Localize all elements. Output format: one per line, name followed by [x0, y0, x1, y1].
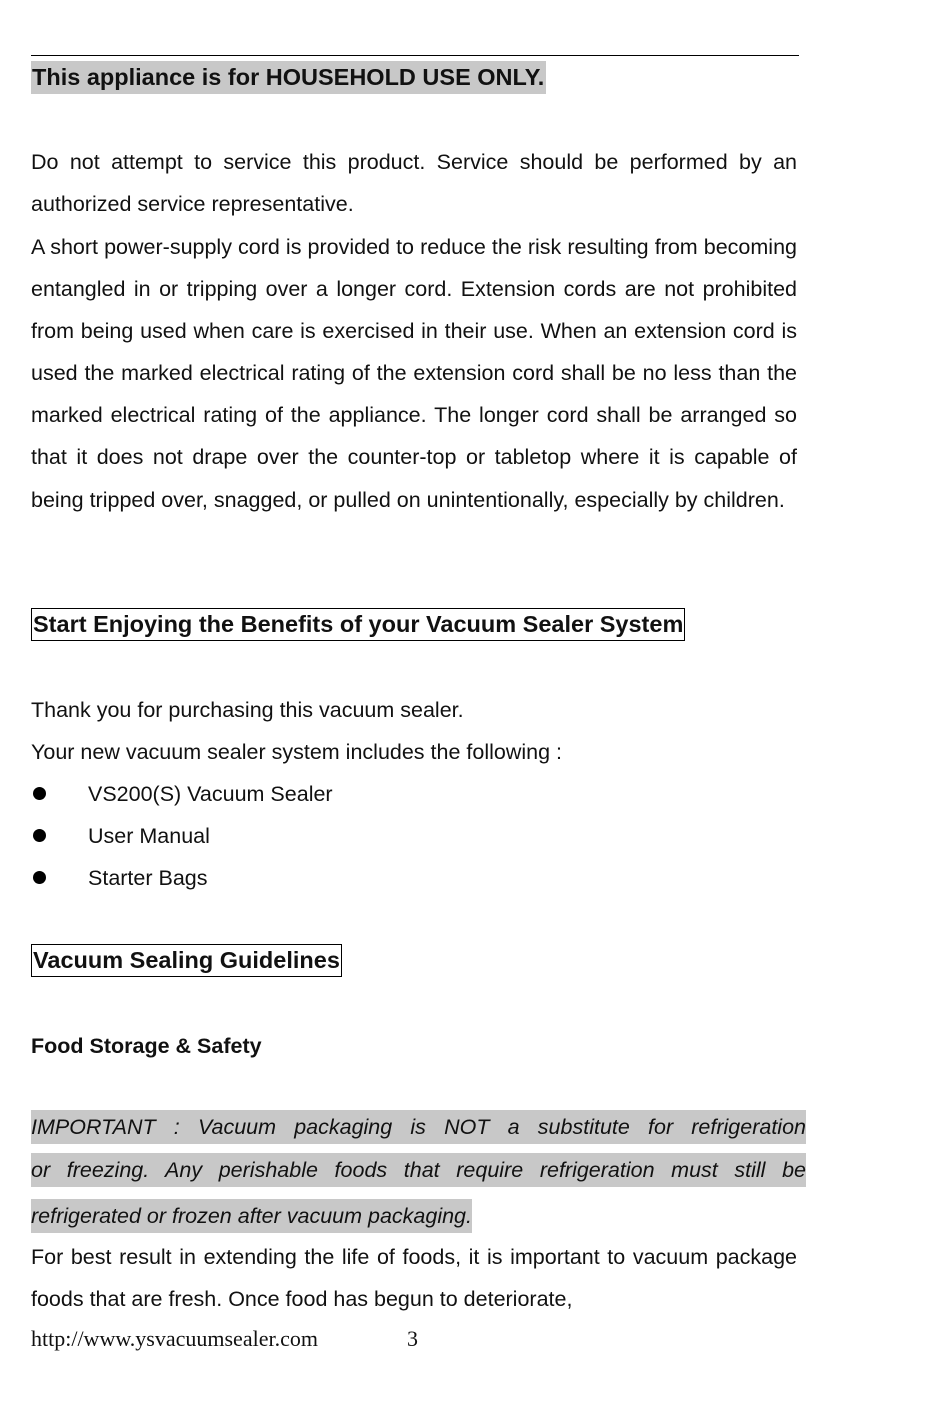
service-paragraph: Do not attempt to service this product. Service should be performed by an authorized service representative.	[31, 150, 797, 217]
page-number: 3	[407, 1326, 418, 1351]
food-storage-subheading: Food Storage & Safety	[31, 1034, 262, 1058]
thanks-text: Thank you for purchasing this vacuum sealer.	[31, 698, 464, 722]
important-line-text: refrigerated or frozen after vacuum packaging.	[31, 1199, 472, 1233]
benefits-heading: Start Enjoying the Benefits of your Vacuum Sealer System	[31, 608, 685, 641]
included-items-list	[31, 773, 333, 899]
important-line-text: IMPORTANT : Vacuum packaging is NOT a substitute for refrigeration	[31, 1110, 806, 1144]
cord-paragraph: A short power-supply cord is provided to reduce the risk resulting from becoming entangled in or tripping over a longer cord. Extension cords are not prohibited from being used when care is exercised in their use. When an extension cord is used the marked electrical rating of the extension cord shall be no less than the marked electrical rating of the appliance. The longer cord shall be arranged so that it does not drape over the counter-top or tabletop where it is capable of being tripped over, snagged, or pulled on unintentionally, especially by children.	[31, 235, 797, 512]
important-line	[31, 1195, 798, 1237]
best-result-paragraph: For best result in extending the life of foods, it is important to vacuum package foods that are fresh. Once food has begun to deteriorate,	[31, 1245, 797, 1312]
important-line	[31, 1110, 806, 1152]
list-item-label: Starter Bags	[88, 866, 208, 890]
list-item-label: VS200(S) Vacuum Sealer	[88, 782, 333, 806]
household-use-notice: This appliance is for HOUSEHOLD USE ONLY.	[31, 61, 546, 94]
bullet-icon	[33, 829, 46, 842]
list-item	[31, 815, 333, 857]
important-notice	[31, 1109, 806, 1237]
bullet-icon	[33, 787, 46, 800]
guidelines-heading: Vacuum Sealing Guidelines	[31, 944, 342, 977]
important-line	[31, 1153, 806, 1195]
important-line-text: or freezing. Any perishable foods that require refrigeration must still be	[31, 1153, 806, 1187]
top-rule	[31, 55, 799, 56]
footer-url: http://www.ysvacuumsealer.com	[31, 1326, 318, 1351]
bullet-icon	[33, 871, 46, 884]
includes-text: Your new vacuum sealer system includes the following :	[31, 740, 563, 764]
list-item	[31, 857, 333, 899]
list-item-label: User Manual	[88, 824, 210, 848]
list-item	[31, 773, 333, 815]
